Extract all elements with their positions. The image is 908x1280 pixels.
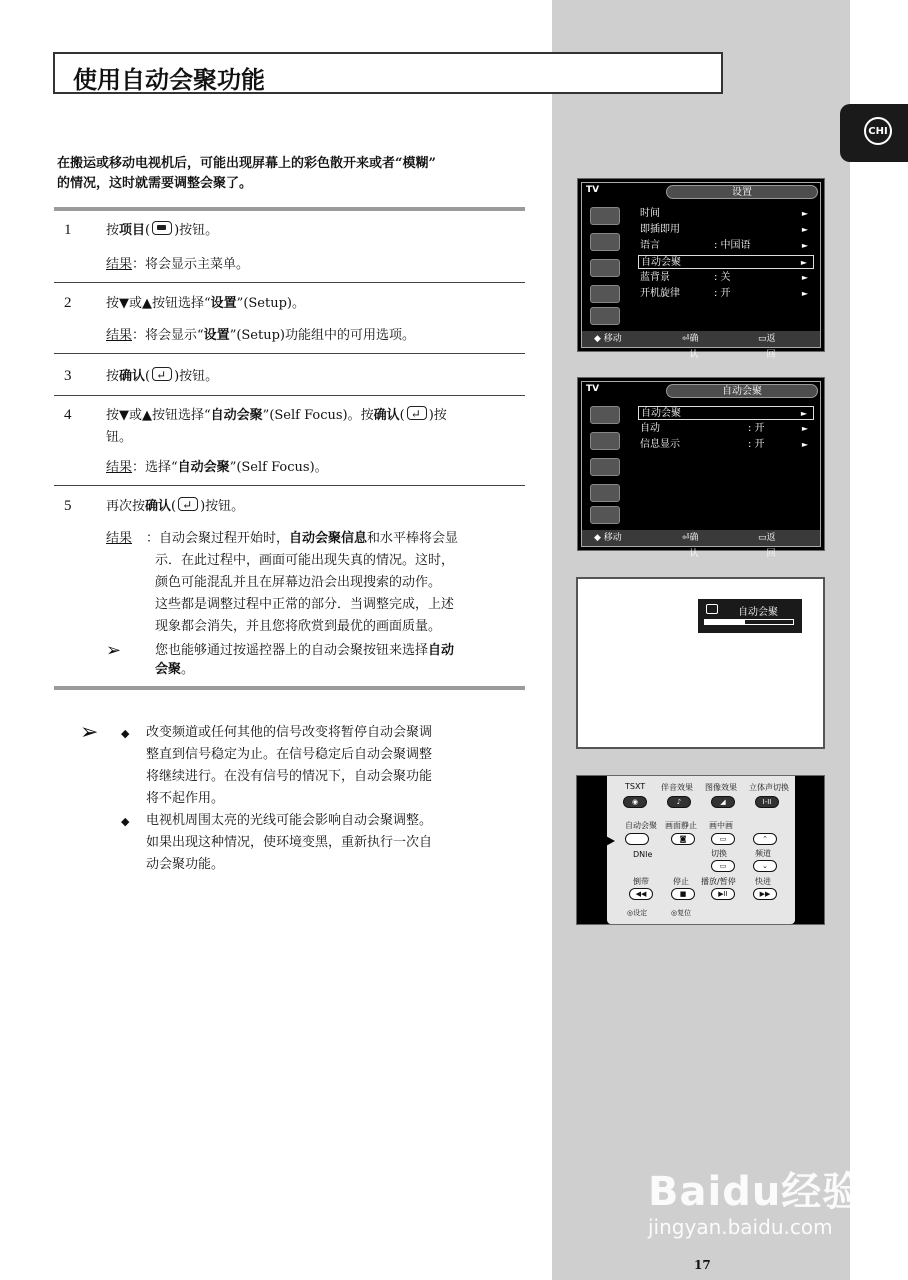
self-focus-button[interactable]: [625, 833, 649, 845]
channel-down-button[interactable]: ⌄: [753, 860, 777, 872]
note-2: 电视机周围太亮的光线可能会影响自动会聚调整。 如果出现这种情况，使环境变黑，重新执行一次自 动会聚功能。: [146, 813, 433, 872]
menu-title: 设置: [666, 185, 818, 199]
intro-text: [57, 154, 527, 194]
divider: [54, 395, 525, 396]
osd-progress-bar: [704, 619, 794, 625]
back-hint: ▭ 返回: [758, 533, 776, 559]
remote-label: 停止: [673, 877, 689, 886]
menu-key-icon: [152, 221, 172, 235]
page-number: 17: [694, 1258, 711, 1272]
menu-item-time[interactable]: 时间 ►: [640, 208, 808, 219]
ttx-button[interactable]: ◉: [623, 796, 647, 808]
tv-self-focus-menu: [577, 377, 825, 559]
step-2-text: 按▼或▲按钮选择“设置”(Setup)。: [106, 296, 305, 311]
bullet-icon: ◆: [121, 727, 130, 740]
setup-icon: [590, 285, 620, 303]
play-pause-button[interactable]: ▶II: [711, 888, 735, 900]
osd-progress-fill: [705, 620, 745, 624]
remote-label: 伴音效果: [661, 783, 693, 792]
divider: [54, 282, 525, 283]
channel-icon: [590, 259, 620, 277]
intro-line-1: 在搬运或移动电视机后，可能出现屏幕上的彩色散开来或者“模糊”: [57, 156, 436, 171]
back-hint: ▭ 返回: [758, 334, 776, 360]
menu-item-auto[interactable]: 自动 : 开 ►: [640, 423, 808, 434]
stop-button[interactable]: ■: [671, 888, 695, 900]
pip-button[interactable]: ▭: [711, 833, 735, 845]
step-5-result-label: 结果: [106, 531, 133, 546]
step-4-number: 4: [64, 407, 72, 423]
title-box: [53, 52, 723, 94]
menu-item-self-focus[interactable]: 自动会聚 ►: [638, 255, 814, 269]
remote-control: [576, 775, 825, 925]
swap-button[interactable]: ▭: [711, 860, 735, 872]
menu-footer: [582, 331, 820, 360]
remote-label: TSXT: [625, 782, 646, 791]
still-button[interactable]: ◙: [671, 833, 695, 845]
menu-item-self-focus[interactable]: 自动会聚 ►: [638, 406, 814, 420]
note-1: 改变频道或任何其他的信号改变将暂停自动会聚调 整直到信号稳定为止。在信号稳定后自动会聚调整 将继续进行。在没有信号的情况下，自动会聚功能 将不起作用。: [146, 725, 433, 806]
step-5-result: ：自动会聚过程开始时，自动会聚信息和水平棒将会显 示．在此过程中，画面可能出现失真的情况。这时， 颜色可能混乱并且在屏幕边沿会出现搜索的动作。 这些都是调整过程中正常的部分．当调整完成，上述 现象都会消失，并且您将欣赏到最优的画面质量。: [146, 531, 459, 634]
step-3-text: 按确认(↵ )按钮。: [106, 366, 526, 388]
remote-label: DNIe: [633, 850, 653, 859]
move-hint: ◆ 移动: [594, 533, 622, 543]
sound-icon: [590, 432, 620, 450]
tv-label: TV: [586, 185, 600, 195]
enter-key-icon: [407, 406, 427, 420]
remote-label: ◎复位: [671, 909, 692, 917]
osd-box: [698, 599, 802, 633]
enter-key-icon: [178, 497, 198, 511]
menu-item-info-display[interactable]: 信息显示 : 开 ►: [640, 439, 808, 450]
setup-icon: [590, 484, 620, 502]
remote-label: 画面静止: [665, 821, 697, 830]
picture-icon: [590, 406, 620, 424]
step-5-text: 再次按确认(↵ )按钮。: [106, 496, 526, 518]
menu-item-blue-screen[interactable]: 蓝背景 : 关 ►: [640, 272, 808, 283]
tip-arrow-icon: ➢: [106, 640, 122, 661]
remote-label: 图像效果: [705, 783, 737, 792]
remote-label: ◎设定: [627, 909, 648, 917]
pointer-arrow-icon: [593, 829, 615, 853]
menu-item-language[interactable]: 语言 : 中国语 ►: [640, 240, 808, 251]
fast-forward-button[interactable]: ▶▶: [753, 888, 777, 900]
bullet-icon: ◆: [121, 815, 130, 828]
page-title: 使用自动会聚功能: [73, 66, 265, 94]
step-4-result: 结果：选择“自动会聚”(Self Focus)。: [106, 460, 328, 475]
remote-label: 自动会聚: [625, 821, 657, 830]
step-4-text: 按▼或▲按钮选择“自动会聚”(Self Focus)。按确认(↵ )按 钮。: [106, 405, 526, 449]
remote-label: 立体声切换: [749, 783, 789, 792]
language-badge: CHI: [864, 117, 892, 145]
step-2-result: 结果：将会显示“设置”(Setup)功能组中的可用选项。: [106, 328, 415, 343]
picture-icon: [590, 207, 620, 225]
input-icon: [590, 307, 620, 325]
sound-icon: [590, 233, 620, 251]
sound-effect-button[interactable]: ♪: [667, 796, 691, 808]
stereo-button[interactable]: I-II: [755, 796, 779, 808]
enter-hint: ⏎ 确认: [682, 533, 699, 559]
input-icon: [590, 506, 620, 524]
remote-label: 快进: [755, 877, 771, 886]
enter-hint: ⏎ 确认: [682, 334, 699, 360]
channel-icon: [590, 458, 620, 476]
watermark-logo: Baidu经验: [648, 1169, 864, 1215]
step-2-number: 2: [64, 295, 72, 311]
intro-line-2: 的情况，这时就需要调整会聚了。: [57, 176, 253, 191]
step-1-text: 按项目( )按钮。: [106, 223, 219, 238]
step-1-result: 结果：将会显示主菜单。: [106, 257, 250, 272]
tv-screen-osd: [576, 577, 825, 749]
step-5-number: 5: [64, 498, 72, 514]
remote-label: 切换: [711, 849, 727, 858]
tv-setup-menu: [577, 178, 825, 360]
enter-key-icon: [152, 367, 172, 381]
top-rule: [54, 207, 525, 211]
menu-title: 自动会聚: [666, 384, 818, 398]
menu-item-melody[interactable]: 开机旋律 : 开 ►: [640, 288, 808, 299]
menu-item-plug-and-play[interactable]: 即插即用 ►: [640, 224, 808, 235]
move-hint: ◆ 移动: [594, 334, 622, 344]
step-1-number: 1: [64, 222, 72, 238]
osd-text: 自动会聚: [738, 607, 778, 618]
watermark: [648, 1160, 863, 1239]
rewind-button[interactable]: ◀◀: [629, 888, 653, 900]
divider: [54, 485, 525, 486]
remote-label: 播放/暂停: [701, 877, 736, 886]
tv-label: TV: [586, 384, 600, 394]
remote-label: 画中画: [709, 821, 733, 830]
channel-up-button[interactable]: ⌃: [753, 833, 777, 845]
divider: [54, 353, 525, 354]
bottom-rule: [54, 686, 525, 690]
picture-effect-button[interactable]: ◢: [711, 796, 735, 808]
step-5-tip: 您也能够通过按遥控器上的自动会聚按钮来选择自动 会聚。: [155, 643, 455, 677]
remote-label: 倒带: [633, 877, 649, 886]
menu-footer: [582, 530, 820, 559]
note-arrow-icon: ➢: [80, 720, 99, 745]
focus-icon: [706, 604, 718, 614]
remote-body: [607, 776, 795, 924]
remote-label: 频道: [755, 849, 771, 858]
step-3-number: 3: [64, 368, 72, 384]
watermark-url: jingyan.baidu.com: [648, 1215, 833, 1239]
